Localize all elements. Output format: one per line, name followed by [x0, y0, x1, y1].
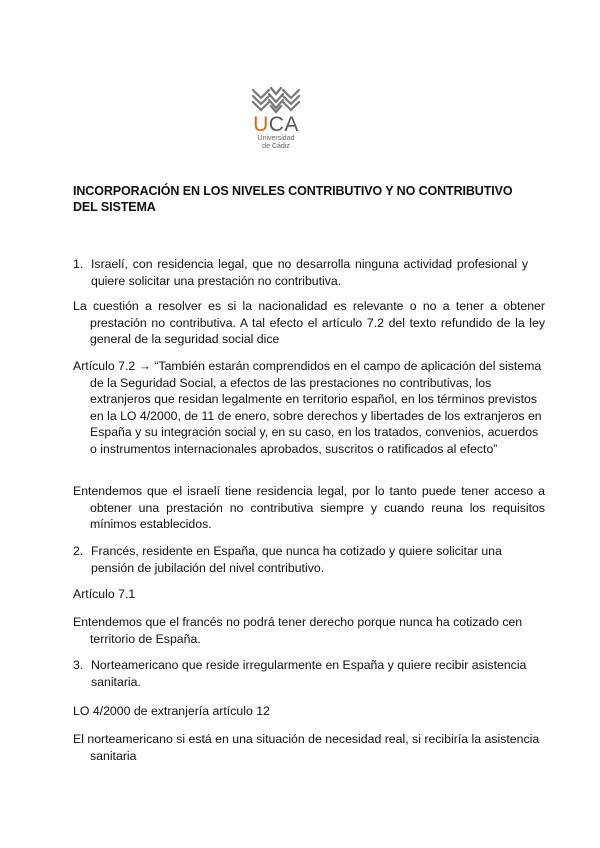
paragraph: El norteamericano si está en una situación de necesidad real, si recibiría la asistencia sanitaria: [73, 732, 540, 763]
list-item: Israelí, con residencia legal, que no desarrolla ninguna actividad profesional y quiere solicitar una prestación no contributiva.: [91, 257, 528, 288]
university-logo: [244, 84, 308, 154]
logo-wordmark: UCA: [253, 113, 299, 136]
logo-subtitle-line1: Universidad: [257, 135, 295, 142]
item-number: 1.: [73, 257, 84, 271]
paragraph: LO 4/2000 de extranjería artículo 12: [73, 704, 270, 718]
paragraph: Entendemos que el israelí tiene residencia legal, por lo tanto puede tener acceso a obtener una prestación no contributiva siempre y cuando reuna los requisitos mínimos establecidos.: [73, 484, 545, 531]
list-item: Francés, residente en España, que nunca ha cotizado y quiere solicitar una pensión de jubilación del nivel contributivo.: [91, 544, 502, 575]
list-item: Norteamericano que reside irregularmente en España y quiere recibir asistencia sanitaria.: [91, 658, 527, 689]
item-number: 3.: [73, 658, 84, 672]
heading-line-1: INCORPORACIÓN EN LOS NIVELES CONTRIBUTIVO Y NO CONTRIBUTIVO: [73, 184, 513, 198]
heading-line-2: DEL SISTEMA: [73, 200, 156, 214]
item-number: 2.: [73, 544, 84, 558]
quoted-article: Artículo 7.2 → “También estarán comprendidos en el campo de aplicación del sistema de la Seguridad Social, a efectos de las prestaciones no contributivas, los extranjeros que residan legalmente en territorio español, en los términos previstos en la LO 4/2000, de 11 de enero, sobre derechos y libertades de los extranjeros en España y su integración social y, en su caso, en los tratados, convenios, acuerdos o instrumentos internacionales aprobados, suscritos o ratificados al efecto”: [73, 359, 542, 456]
uca-emblem-icon: [249, 84, 303, 114]
paragraph: Entendemos que el francés no podrá tener derecho porque nunca ha cotizado cen territorio de España.: [73, 615, 523, 646]
document-heading: [73, 183, 543, 215]
paragraph: Artículo 7.1: [73, 587, 136, 601]
logo-subtitle-line2: de Cádiz: [262, 143, 290, 150]
paragraph: La cuestión a resolver es si la nacionalidad es relevante o no a tener a obtener prestación no contributiva. A tal efecto el artículo 7.2 del texto refundido de la ley general de la seguridad social dice: [73, 299, 545, 346]
